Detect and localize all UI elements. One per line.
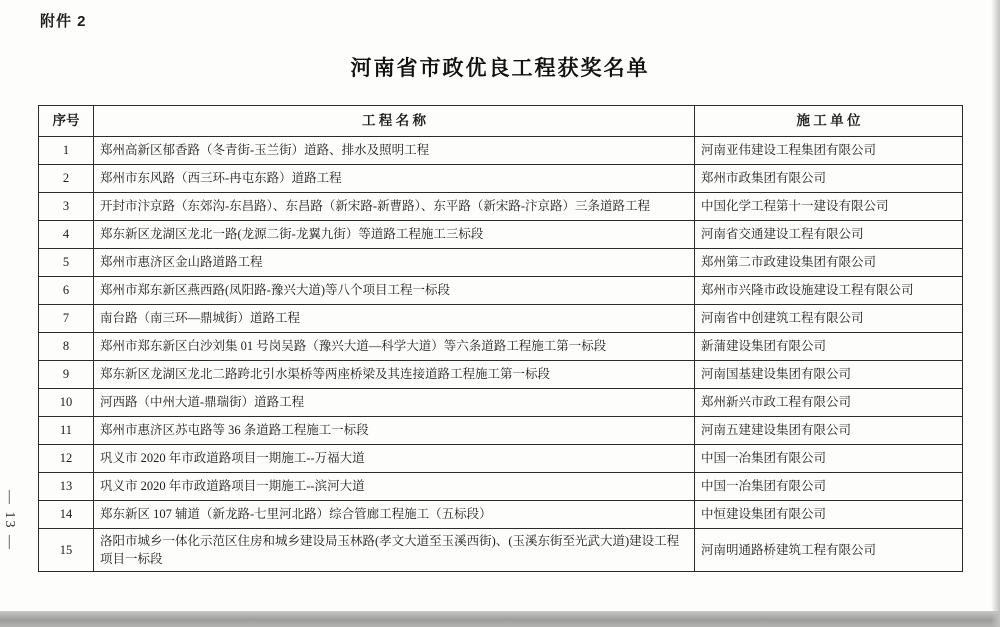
- table-row: [39, 473, 963, 501]
- row-index-cell: 6: [39, 277, 94, 305]
- row-index-cell: 9: [39, 361, 94, 389]
- table-row: [39, 137, 963, 165]
- table-row: [39, 361, 963, 389]
- row-index-cell: 14: [39, 501, 94, 529]
- row-index-cell: 1: [39, 137, 94, 165]
- project-name-cell: 郑州市惠济区金山路道路工程: [94, 249, 695, 277]
- project-name-cell: 郑州市郑东新区燕西路(凤阳路-豫兴大道)等八个项目工程一标段: [94, 277, 695, 305]
- table-row: [39, 333, 963, 361]
- awards-table: [38, 105, 963, 572]
- row-index-cell: 4: [39, 221, 94, 249]
- scan-edge-bottom: [0, 611, 1000, 627]
- row-index-cell: 8: [39, 333, 94, 361]
- table-row: [39, 249, 963, 277]
- company-cell: 河南明通路桥建筑工程有限公司: [695, 529, 963, 572]
- table-header: [39, 106, 963, 137]
- table-row: [39, 501, 963, 529]
- page-title: 河南省市政优良工程获奖名单: [350, 57, 650, 80]
- row-index-cell: 10: [39, 389, 94, 417]
- column-header-index: 序号: [39, 106, 94, 137]
- row-index-cell: 15: [39, 529, 94, 572]
- project-name-cell: 郑州市惠济区苏屯路等 36 条道路工程施工一标段: [94, 417, 695, 445]
- company-cell: 河南五建建设集团有限公司: [695, 417, 963, 445]
- table-row: [39, 165, 963, 193]
- table-row: [39, 305, 963, 333]
- table-body: [39, 137, 963, 572]
- company-cell: 河南亚伟建设工程集团有限公司: [695, 137, 963, 165]
- column-header-company: 施 工 单 位: [695, 106, 963, 137]
- project-name-cell: 郑东新区龙湖区龙北二路跨北引水渠桥等两座桥梁及其连接道路工程施工第一标段: [94, 361, 695, 389]
- company-cell: 河南国基建设集团有限公司: [695, 361, 963, 389]
- project-name-cell: 郑州高新区郁香路（冬青街-玉兰街）道路、排水及照明工程: [94, 137, 695, 165]
- company-cell: 郑州新兴市政工程有限公司: [695, 389, 963, 417]
- company-cell: 河南省交通建设工程有限公司: [695, 221, 963, 249]
- table-row: [39, 417, 963, 445]
- company-cell: 中国一冶集团有限公司: [695, 473, 963, 501]
- project-name-cell: 郑州市郑东新区白沙刘集 01 号岗吴路（豫兴大道—科学大道）等六条道路工程施工第一标段: [94, 333, 695, 361]
- row-index-cell: 7: [39, 305, 94, 333]
- project-name-cell: 河西路（中州大道-鼎瑞街）道路工程: [94, 389, 695, 417]
- project-name-cell: 郑州市东风路（西三环-冉屯东路）道路工程: [94, 165, 695, 193]
- company-cell: 河南省中创建筑工程有限公司: [695, 305, 963, 333]
- table-header-row: [39, 106, 963, 137]
- row-index-cell: 5: [39, 249, 94, 277]
- scan-edge-right: [991, 0, 1000, 627]
- project-name-cell: 郑东新区 107 辅道（新龙路-七里河北路）综合管廊工程施工（五标段）: [94, 501, 695, 529]
- project-name-cell: 巩义市 2020 年市政道路项目一期施工--万福大道: [94, 445, 695, 473]
- row-index-cell: 3: [39, 193, 94, 221]
- attachment-label: 附件 2: [40, 13, 87, 30]
- row-index-cell: 13: [39, 473, 94, 501]
- table-row: [39, 529, 963, 572]
- row-index-cell: 2: [39, 165, 94, 193]
- table-row: [39, 445, 963, 473]
- company-cell: 中国化学工程第十一建设有限公司: [695, 193, 963, 221]
- project-name-cell: 巩义市 2020 年市政道路项目一期施工--滨河大道: [94, 473, 695, 501]
- column-header-project: 工 程 名 称: [94, 106, 695, 137]
- table-row: [39, 221, 963, 249]
- table-row: [39, 389, 963, 417]
- project-name-cell: 郑东新区龙湖区龙北一路(龙源二街-龙翼九街）等道路工程施工三标段: [94, 221, 695, 249]
- table-row: [39, 193, 963, 221]
- row-index-cell: 12: [39, 445, 94, 473]
- company-cell: 中恒建设集团有限公司: [695, 501, 963, 529]
- company-cell: 郑州市政集团有限公司: [695, 165, 963, 193]
- project-name-cell: 南台路（南三环—鼎城街）道路工程: [94, 305, 695, 333]
- company-cell: 新蒲建设集团有限公司: [695, 333, 963, 361]
- project-name-cell: 开封市汴京路（东郊沟-东昌路）、东昌路（新宋路-新曹路）、东平路（新宋路-汴京路）三条道路工程: [94, 193, 695, 221]
- page-number: — 13 —: [2, 489, 17, 551]
- company-cell: 郑州市兴隆市政设施建设工程有限公司: [695, 277, 963, 305]
- row-index-cell: 11: [39, 417, 94, 445]
- table-row: [39, 277, 963, 305]
- company-cell: 中国一冶集团有限公司: [695, 445, 963, 473]
- company-cell: 郑州第二市政建设集团有限公司: [695, 249, 963, 277]
- project-name-cell: 洛阳市城乡一体化示范区住房和城乡建设局玉林路(孝文大道至玉溪西街)、(玉溪东街至光武大道)建设工程项目一标段: [94, 529, 695, 572]
